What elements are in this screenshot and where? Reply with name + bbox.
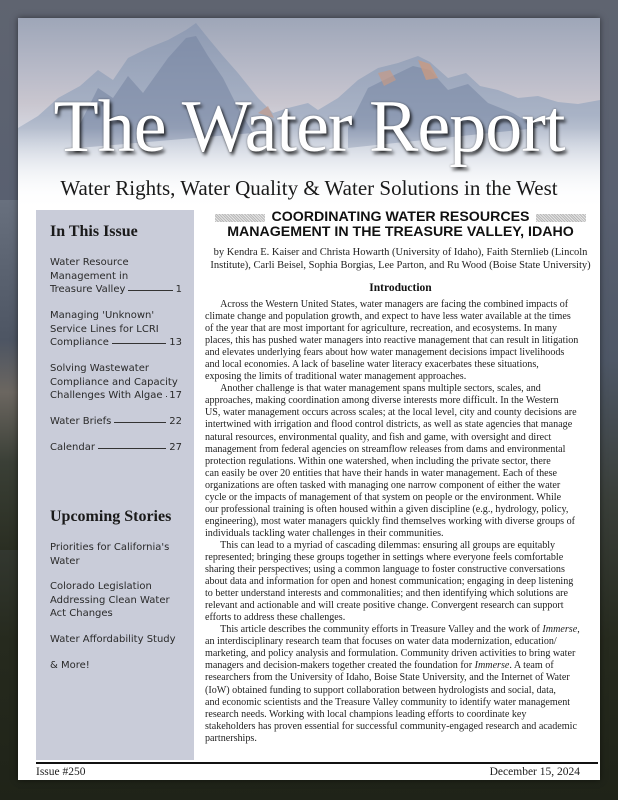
article-line: sharing their perspectives; using a common language to foster constructive conversations: [205, 564, 565, 576]
article-line: This can lead to a myriad of cascading dilemmas: ensuring all groups are equitably: [205, 539, 556, 551]
article-line: engineering), most water managers quickly find themselves working with diverse groups of: [205, 515, 576, 527]
upcoming-item: Colorado Legislation Addressing Clean Water Act Changes: [50, 581, 170, 619]
newsletter-subtitle: Water Rights, Water Quality & Water Solutions in the West: [60, 176, 558, 200]
article-line: research needs. Working with local champions leading efforts to coordinate key: [205, 708, 527, 720]
article-line: (IoW) obtained funding to support collaboration between hydrologists and social, data,: [205, 684, 556, 696]
article-line: individuals tackling water challenges in their communities.: [205, 527, 444, 539]
section-heading: Introduction: [369, 282, 432, 294]
upcoming-item: & More!: [50, 660, 90, 671]
article-line: climate change and population growth, and expect to have less water available at the times: [205, 311, 571, 323]
article-line: about data and information for open and honest communication; engaging in deep listening: [205, 576, 574, 588]
upcoming-item: Priorities for California's Water: [50, 542, 170, 567]
article-line: approaches, making coordination among diverse interests more difficult. In the Western: [205, 395, 559, 407]
toc-item[interactable]: Water Resource Management in Treasure Valley 1: [50, 257, 182, 295]
article-byline: by Kendra E. Kaiser and Christa Howarth (University of Idaho), Faith Sternlieb (Lincoln Institute), Carli Beisel, Sophia Borgias, Lee Parton, and Ru Wood (Boise State University): [210, 247, 591, 271]
sidebar: [36, 210, 194, 760]
article-line: can easily be over 20 entities that have their hands in water management. Each of these: [205, 467, 558, 479]
article-line: researchers from the University of Idaho, Boise State University, and the Internet of Water: [205, 672, 570, 684]
newsletter-title: The Water Report: [53, 86, 565, 168]
toc-item[interactable]: Water Briefs 22: [50, 416, 182, 427]
article-line: management from federal agencies on streamflow releases from dams and environmental: [205, 443, 566, 455]
article-line: Another challenge is that water management spans multiple sectors, scales, and: [205, 383, 541, 395]
article-line: partnerships.: [205, 732, 257, 744]
article-line: efforts to address these challenges.: [205, 612, 346, 624]
article-line: our professional training is often housed within a given discipline (e.g., hydrology, policy,: [205, 503, 569, 515]
upcoming-stories-heading: Upcoming Stories: [50, 508, 172, 525]
article-line: represented; bringing these groups together in settings where everyone feels comfortable: [205, 551, 564, 563]
article-line: an interdisciplinary research team that focuses on water data modernization, education/: [205, 636, 557, 648]
article-line: managers and decision-makers together created the foundation for Immerse. A team of: [205, 660, 554, 672]
in-this-issue-heading: In This Issue: [50, 223, 138, 240]
article-line: relevant and actionable and will create positive change. Convergent research can support: [205, 600, 564, 612]
masthead: [18, 18, 600, 208]
article-line: exposing the limits of traditional water management approaches.: [205, 371, 467, 383]
article-line: US, water management occurs across scales; at the local level, city and county decisions are: [205, 407, 577, 419]
toc-item[interactable]: Managing 'Unknown' Service Lines for LCRI Compliance 13: [50, 310, 182, 348]
issue-date: December 15, 2024: [489, 766, 580, 778]
toc-item[interactable]: Calendar 27: [50, 442, 182, 453]
page-number: 1: [175, 284, 182, 295]
page-number: 17: [169, 390, 182, 401]
article-line: This article describes the community efforts in Treasure Valley and the work of Immerse,: [205, 624, 580, 636]
toc-item[interactable]: Solving Wastewater Compliance and Capacity Challenges With Algae 17: [50, 363, 182, 401]
issue-number: Issue #250: [36, 766, 86, 778]
article-line: and elevates underlying fears about how water management decisions impact livelihoods: [205, 347, 565, 359]
page-number: 22: [169, 416, 182, 427]
article-line: intertwined with irrigation and flood control districts, as well as state agencies that manage: [205, 419, 573, 431]
background-photo-edge: [0, 200, 18, 550]
article-line: organizations are often tasked with managing one narrow component of either the water: [205, 479, 561, 491]
article-line: cycle or the impacts of management of that system on people or the environment. While: [205, 491, 562, 503]
article-line: Across the Western United States, water managers are facing the combined impacts of: [205, 299, 569, 310]
page-number: 13: [169, 337, 182, 348]
upcoming-item: Water Affordability Study: [50, 634, 176, 645]
article-line: natural resources, environmental quality, and fish and game, with oversight and direct: [205, 431, 552, 443]
newsletter-page: [18, 18, 600, 780]
article-body: [205, 299, 597, 745]
article-line: marketing, and policy analysis and formulation. Community driven activities to bring water: [205, 648, 576, 660]
article-headline: COORDINATING WATER RESOURCES MANAGEMENT IN THE TREASURE VALLEY, IDAHO: [227, 209, 574, 240]
page-number: 27: [169, 442, 182, 453]
article-line: to better understand interests and commonalities; and then identifying which solutions are: [205, 588, 569, 600]
article-line: of the year that are most important for agriculture, recreation, and ecosystems. In many: [205, 323, 558, 335]
footer-rule: [36, 762, 598, 764]
article-line: stakeholders has proven essential for successful community-engaged research and academic: [205, 720, 577, 732]
article-line: protection regulations. Within one watershed, when including the private sector, there: [205, 455, 551, 467]
article-line: places, this has pushed water managers into reactive management that can result in litigation: [205, 335, 579, 347]
article-line: and local economies. A lack of baseline water literacy exacerbates these situations,: [205, 359, 539, 371]
article-line: and economic scientists and the Treasure Valley community to identify water management: [205, 696, 571, 708]
